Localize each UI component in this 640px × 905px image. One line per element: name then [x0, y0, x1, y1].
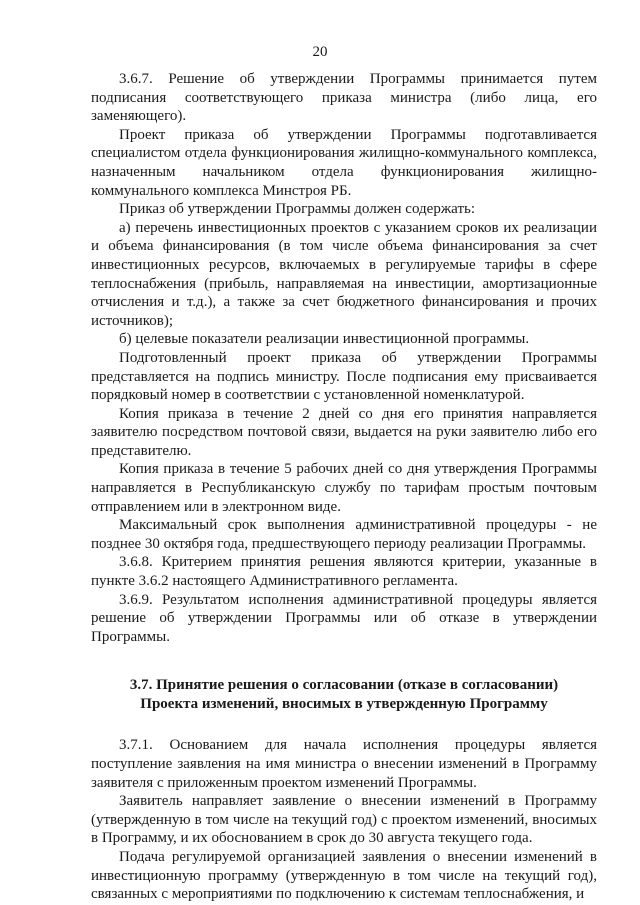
paragraph-max-term: Максимальный срок выполнения административной процедуры - не позднее 30 октября года, предшествующего периоду реализации Программы.	[91, 517, 597, 552]
section-heading-line2: Проекта изменений, вносимых в утвержденную Программу	[140, 696, 548, 713]
page-number: 20	[312, 44, 328, 60]
section-heading	[91, 676, 597, 714]
paragraph-submission: Подача регулируемой организацией заявления о внесении изменений в инвестиционную программу (утвержденную в том числе на текущий год), связанных с мероприятиями по подключению к системам теплоснабжения, и	[91, 848, 597, 903]
paragraph-copy-tariff-service: Копия приказа в течение 5 рабочих дней со дня утверждения Программы направляется в Республиканскую службу по тарифам простым почтовым отправлением или в электронном виде.	[91, 461, 597, 515]
paragraph-draft-order: Проект приказа об утверждении Программы подготавливается специалистом отдела функционирования жилищно-коммунального комплекса, назначенным начальником отдела функционирования жилищно-коммунального комплекса Минстроя РБ.	[91, 126, 597, 199]
paragraph-copy-applicant: Копия приказа в течение 2 дней со дня его принятия направляется заявителю посредством почтовой связи, выдается на руки заявителю либо его представителю.	[91, 405, 597, 459]
paragraph-signing: Подготовленный проект приказа об утверждении Программы представляется на подпись министру. После подписания ему присваивается порядковый номер в соответствии с установленной номенклатурой.	[91, 349, 597, 404]
paragraph-3-6-7: 3.6.7. Решение об утверждении Программы принимается путем подписания соответствующего приказа министра (либо лица, его заменяющего).	[91, 71, 597, 125]
paragraph-applicant-submits: Заявитель направляет заявление о внесении изменений в Программу (утвержденную в том числе на текущий год) с проектом изменений, вносимых в Программу, и их обоснованием в срок до 30 августа текущего года.	[91, 793, 597, 847]
section-heading-line1: 3.7. Принятие решения о согласовании (отказе в согласовании)	[129, 677, 559, 694]
paragraph-order-contents: Приказ об утверждении Программы должен содержать:	[119, 201, 476, 218]
paragraph-item-b: б) целевые показатели реализации инвестиционной программы.	[119, 331, 530, 348]
paragraph-3-6-8: 3.6.8. Критерием принятия решения являются критерии, указанные в пункте 3.6.2 настоящего Административного регламента.	[91, 554, 597, 590]
document-body	[91, 70, 597, 904]
paragraph-3-7-1: 3.7.1. Основанием для начала исполнения процедуры является поступление заявления на имя министра о внесении изменений в Программу заявителя с приложенным проектом изменений Программы.	[91, 737, 597, 791]
paragraph-item-a: а) перечень инвестиционных проектов с указанием сроков их реализации и объема финансирования (в том числе объема финансирования за счет инвестиционных ресурсов, включаемых в регулируемые тарифы в сфере теплоснабжения (прибыль, направляемая на инвестиции, амортизационные отчисления и т.д.), а также за счет бюджетного финансирования и прочих источников);	[91, 219, 597, 329]
paragraph-3-6-9: 3.6.9. Результатом исполнения административной процедуры является решение об утверждении Программы или об отказе в утверждении Программы.	[91, 591, 597, 645]
